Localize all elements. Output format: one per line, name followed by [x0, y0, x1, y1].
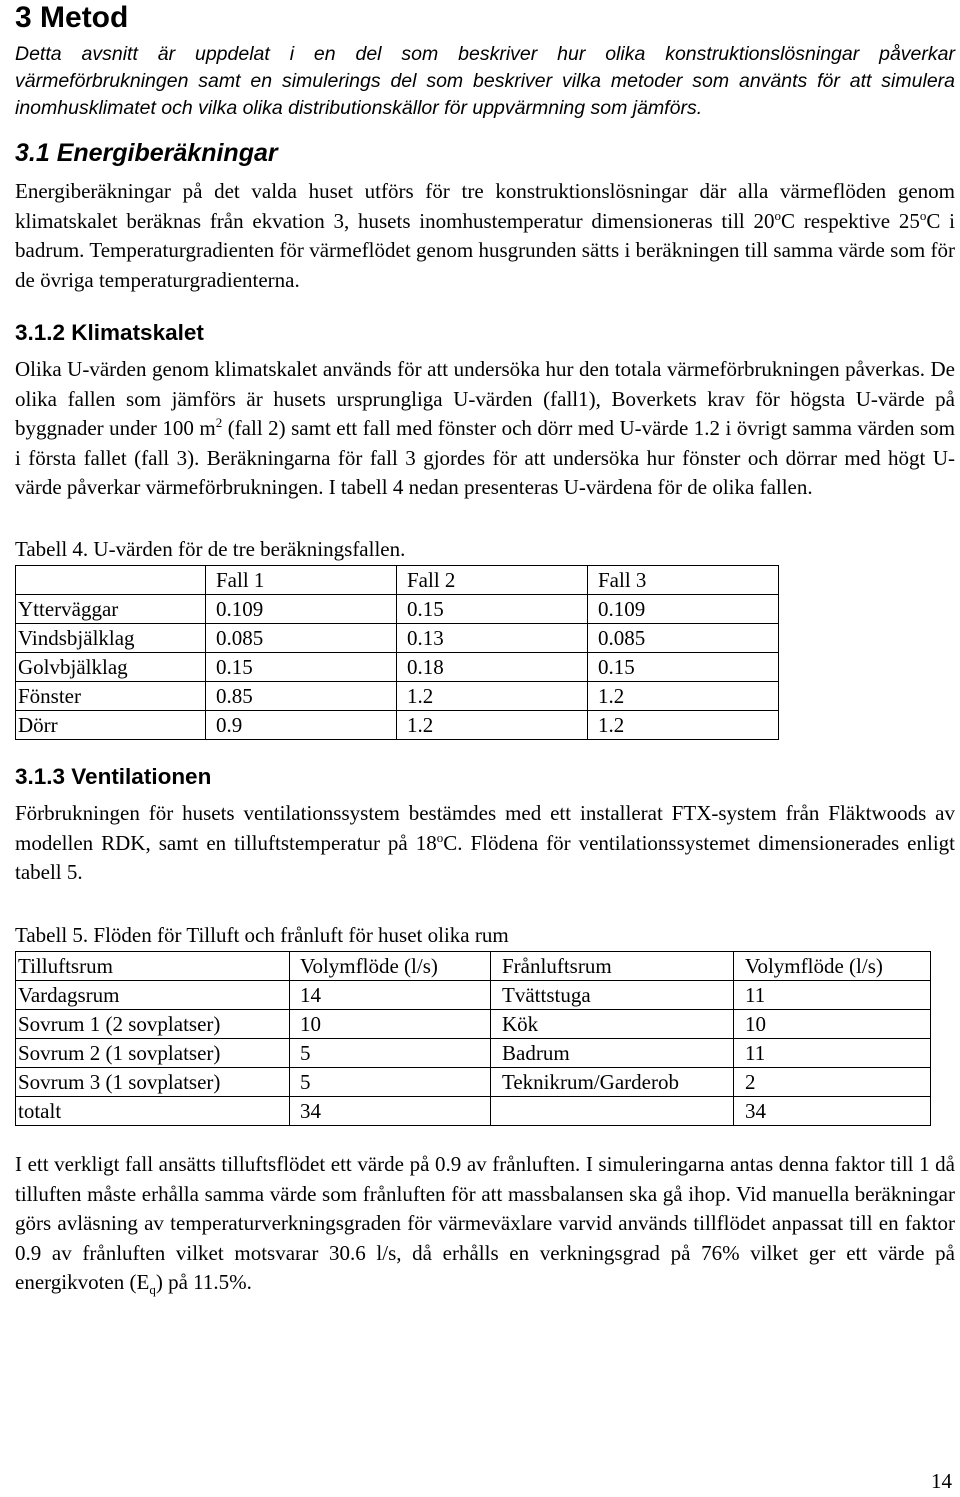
table-header-row — [16, 952, 931, 981]
table-header-cell: Frånluftsrum — [491, 952, 734, 981]
page-number: 14 — [931, 1469, 952, 1493]
table-row — [16, 682, 779, 711]
table-4-caption: Tabell 4. U-värden för de tre beräkningsfallen. — [15, 536, 406, 561]
text-run: Energiberäkningar på det valda huset utförs för tre konstruktionslösningar där alla värmeflöden genom klimatskalet beräknas från ekvation 3, husets inomhustemperatur dimensioneras till 20 — [15, 179, 955, 233]
table-cell: 1.2 — [588, 682, 779, 711]
table-cell: Vindsbjälklag — [16, 624, 206, 653]
table-row — [16, 653, 779, 682]
table-cell: 0.15 — [397, 595, 588, 624]
table-cell: 0.15 — [588, 653, 779, 682]
table-cell: Teknikrum/Garderob — [491, 1068, 734, 1097]
paragraph-ventilation-factor — [15, 1150, 955, 1298]
table-header-cell: Fall 2 — [397, 566, 588, 595]
table-cell: 0.85 — [206, 682, 397, 711]
table-row — [16, 1010, 931, 1039]
table-header-cell — [16, 566, 206, 595]
table-row — [16, 595, 779, 624]
subsection-heading-3-1-3: 3.1.3 Ventilationen — [15, 764, 212, 789]
table-row — [16, 1097, 931, 1126]
table-cell: Sovrum 2 (1 sovplatser) — [16, 1039, 290, 1068]
text-run: C respektive 25 — [781, 208, 920, 233]
section-heading: 3 Metod — [15, 1, 129, 34]
text-run: (fall 2) samt ett fall med fönster och dörr med U-värde 1.2 i övrigt samma värden som i första fallet (fall 3). Beräkningarna för fall 3 gjordes för att undersöka hur fönster och dörrar med högt U-värde påverkar värmeförbrukningen. I tabell 4 nedan presenteras U-värdena för de olika fallen. — [15, 416, 955, 499]
table-cell: 0.18 — [397, 653, 588, 682]
table-cell: Sovrum 3 (1 sovplatser) — [16, 1068, 290, 1097]
table-header-cell: Volymflöde (l/s) — [734, 952, 931, 981]
table-header-cell: Fall 3 — [588, 566, 779, 595]
table-cell: 5 — [290, 1068, 491, 1097]
table-cell: 0.13 — [397, 624, 588, 653]
table-cell: 11 — [734, 981, 931, 1010]
subsection-heading-3-1-2: 3.1.2 Klimatskalet — [15, 320, 204, 345]
table-row — [16, 711, 779, 740]
table-cell: 0.109 — [206, 595, 397, 624]
text-run: C i badrum. Temperaturgradienten för värmeflödet genom husgrunden sätts i beräkningen till samma värde som för de övriga temperaturgradienterna. — [15, 208, 956, 292]
table-header-row — [16, 566, 779, 595]
table-5 — [15, 951, 931, 1126]
text-run: C. Flödena för ventilationssystemet dimensionerades enligt tabell 5. — [15, 830, 956, 884]
table-cell: Kök — [491, 1010, 734, 1039]
table-cell: Dörr — [16, 711, 206, 740]
table-header-cell: Tilluftsrum — [16, 952, 290, 981]
subsection-heading-3-1: 3.1 Energiberäkningar — [15, 139, 278, 167]
table-cell: 1.2 — [397, 711, 588, 740]
table-row — [16, 981, 931, 1010]
paragraph-3-1 — [15, 177, 955, 295]
table-4 — [15, 565, 779, 740]
table-row — [16, 624, 779, 653]
table-cell: 14 — [290, 981, 491, 1010]
table-5-caption: Tabell 5. Flöden för Tilluft och frånluft för huset olika rum — [15, 922, 509, 947]
table-cell: 34 — [734, 1097, 931, 1126]
text-run: I ett verkligt fall ansätts tilluftsflödet ett värde på 0.9 av frånluften. I simuleringarna antas denna faktor till 1 då tilluften måste erhålla samma värde som frånluften för att massbalansen ska gå ihop. Vid manuella beräkningar görs avläsning av temperaturverkningsgraden för värmeväxlare varvid används tillflödet anpassat till en faktor 0.9 av frånluften vilket motsvarar 30.6 l/s, då erhålls en verkningsgrad på 76% vilket ger ett värde på energikvoten (E — [15, 1152, 955, 1294]
table-header-cell: Volymflöde (l/s) — [290, 952, 491, 981]
table-cell: Sovrum 1 (2 sovplatser) — [16, 1010, 290, 1039]
table-cell: Ytterväggar — [16, 595, 206, 624]
table-cell: 0.109 — [588, 595, 779, 624]
table-cell: Tvättstuga — [491, 981, 734, 1010]
table-cell: Fönster — [16, 682, 206, 711]
table-cell: 1.2 — [397, 682, 588, 711]
superscript: 2 — [215, 415, 223, 430]
paragraph-3-1-2 — [15, 355, 955, 503]
table-cell: 1.2 — [588, 711, 779, 740]
table-cell: 0.085 — [206, 624, 397, 653]
table-cell — [491, 1097, 734, 1126]
table-cell: 0.085 — [588, 624, 779, 653]
table-cell: Vardagsrum — [16, 981, 290, 1010]
table-cell: 0.9 — [206, 711, 397, 740]
paragraph-3-1-3 — [15, 799, 955, 888]
table-cell: 5 — [290, 1039, 491, 1068]
table-row — [16, 1068, 931, 1097]
table-cell: totalt — [16, 1097, 290, 1126]
table-cell: 34 — [290, 1097, 491, 1126]
table-row — [16, 1039, 931, 1068]
table-cell: Badrum — [491, 1039, 734, 1068]
superscript: o — [919, 207, 927, 223]
table-cell: 10 — [290, 1010, 491, 1039]
table-cell: 2 — [734, 1068, 931, 1097]
text-run: Olika U-värden genom klimatskalet används för att undersöka hur den totala värmeförbrukningen påverkas. De olika fallen som jämförs är husets ursprungliga U-värden (fall1), Boverkets krav för högsta U-värde på byggnader under 100 m — [15, 357, 955, 440]
intro-paragraph: Detta avsnitt är uppdelat i en del som beskriver hur olika konstruktionslösningar påverkar värmeförbrukningen samt en simulerings del som beskriver vilka metoder som använts för att simulera inomhusklimatet och vilka olika distributionskällor för uppvärmning som jämförs. — [15, 43, 955, 119]
table-cell: 0.15 — [206, 653, 397, 682]
table-header-cell: Fall 1 — [206, 566, 397, 595]
text-run: Förbrukningen för husets ventilationssystem bestämdes med ett installerat FTX-system från Fläktwoods av modellen RDK, samt en tilluftstemperatur på 18 — [15, 801, 955, 855]
document-page — [15, 0, 955, 1298]
superscript: o — [774, 207, 782, 223]
table-cell: 11 — [734, 1039, 931, 1068]
superscript: o — [436, 829, 444, 845]
text-run: ) på 11.5%. — [155, 1270, 252, 1294]
subscript: q — [149, 1282, 156, 1298]
table-cell: 10 — [734, 1010, 931, 1039]
table-cell: Golvbjälklag — [16, 653, 206, 682]
